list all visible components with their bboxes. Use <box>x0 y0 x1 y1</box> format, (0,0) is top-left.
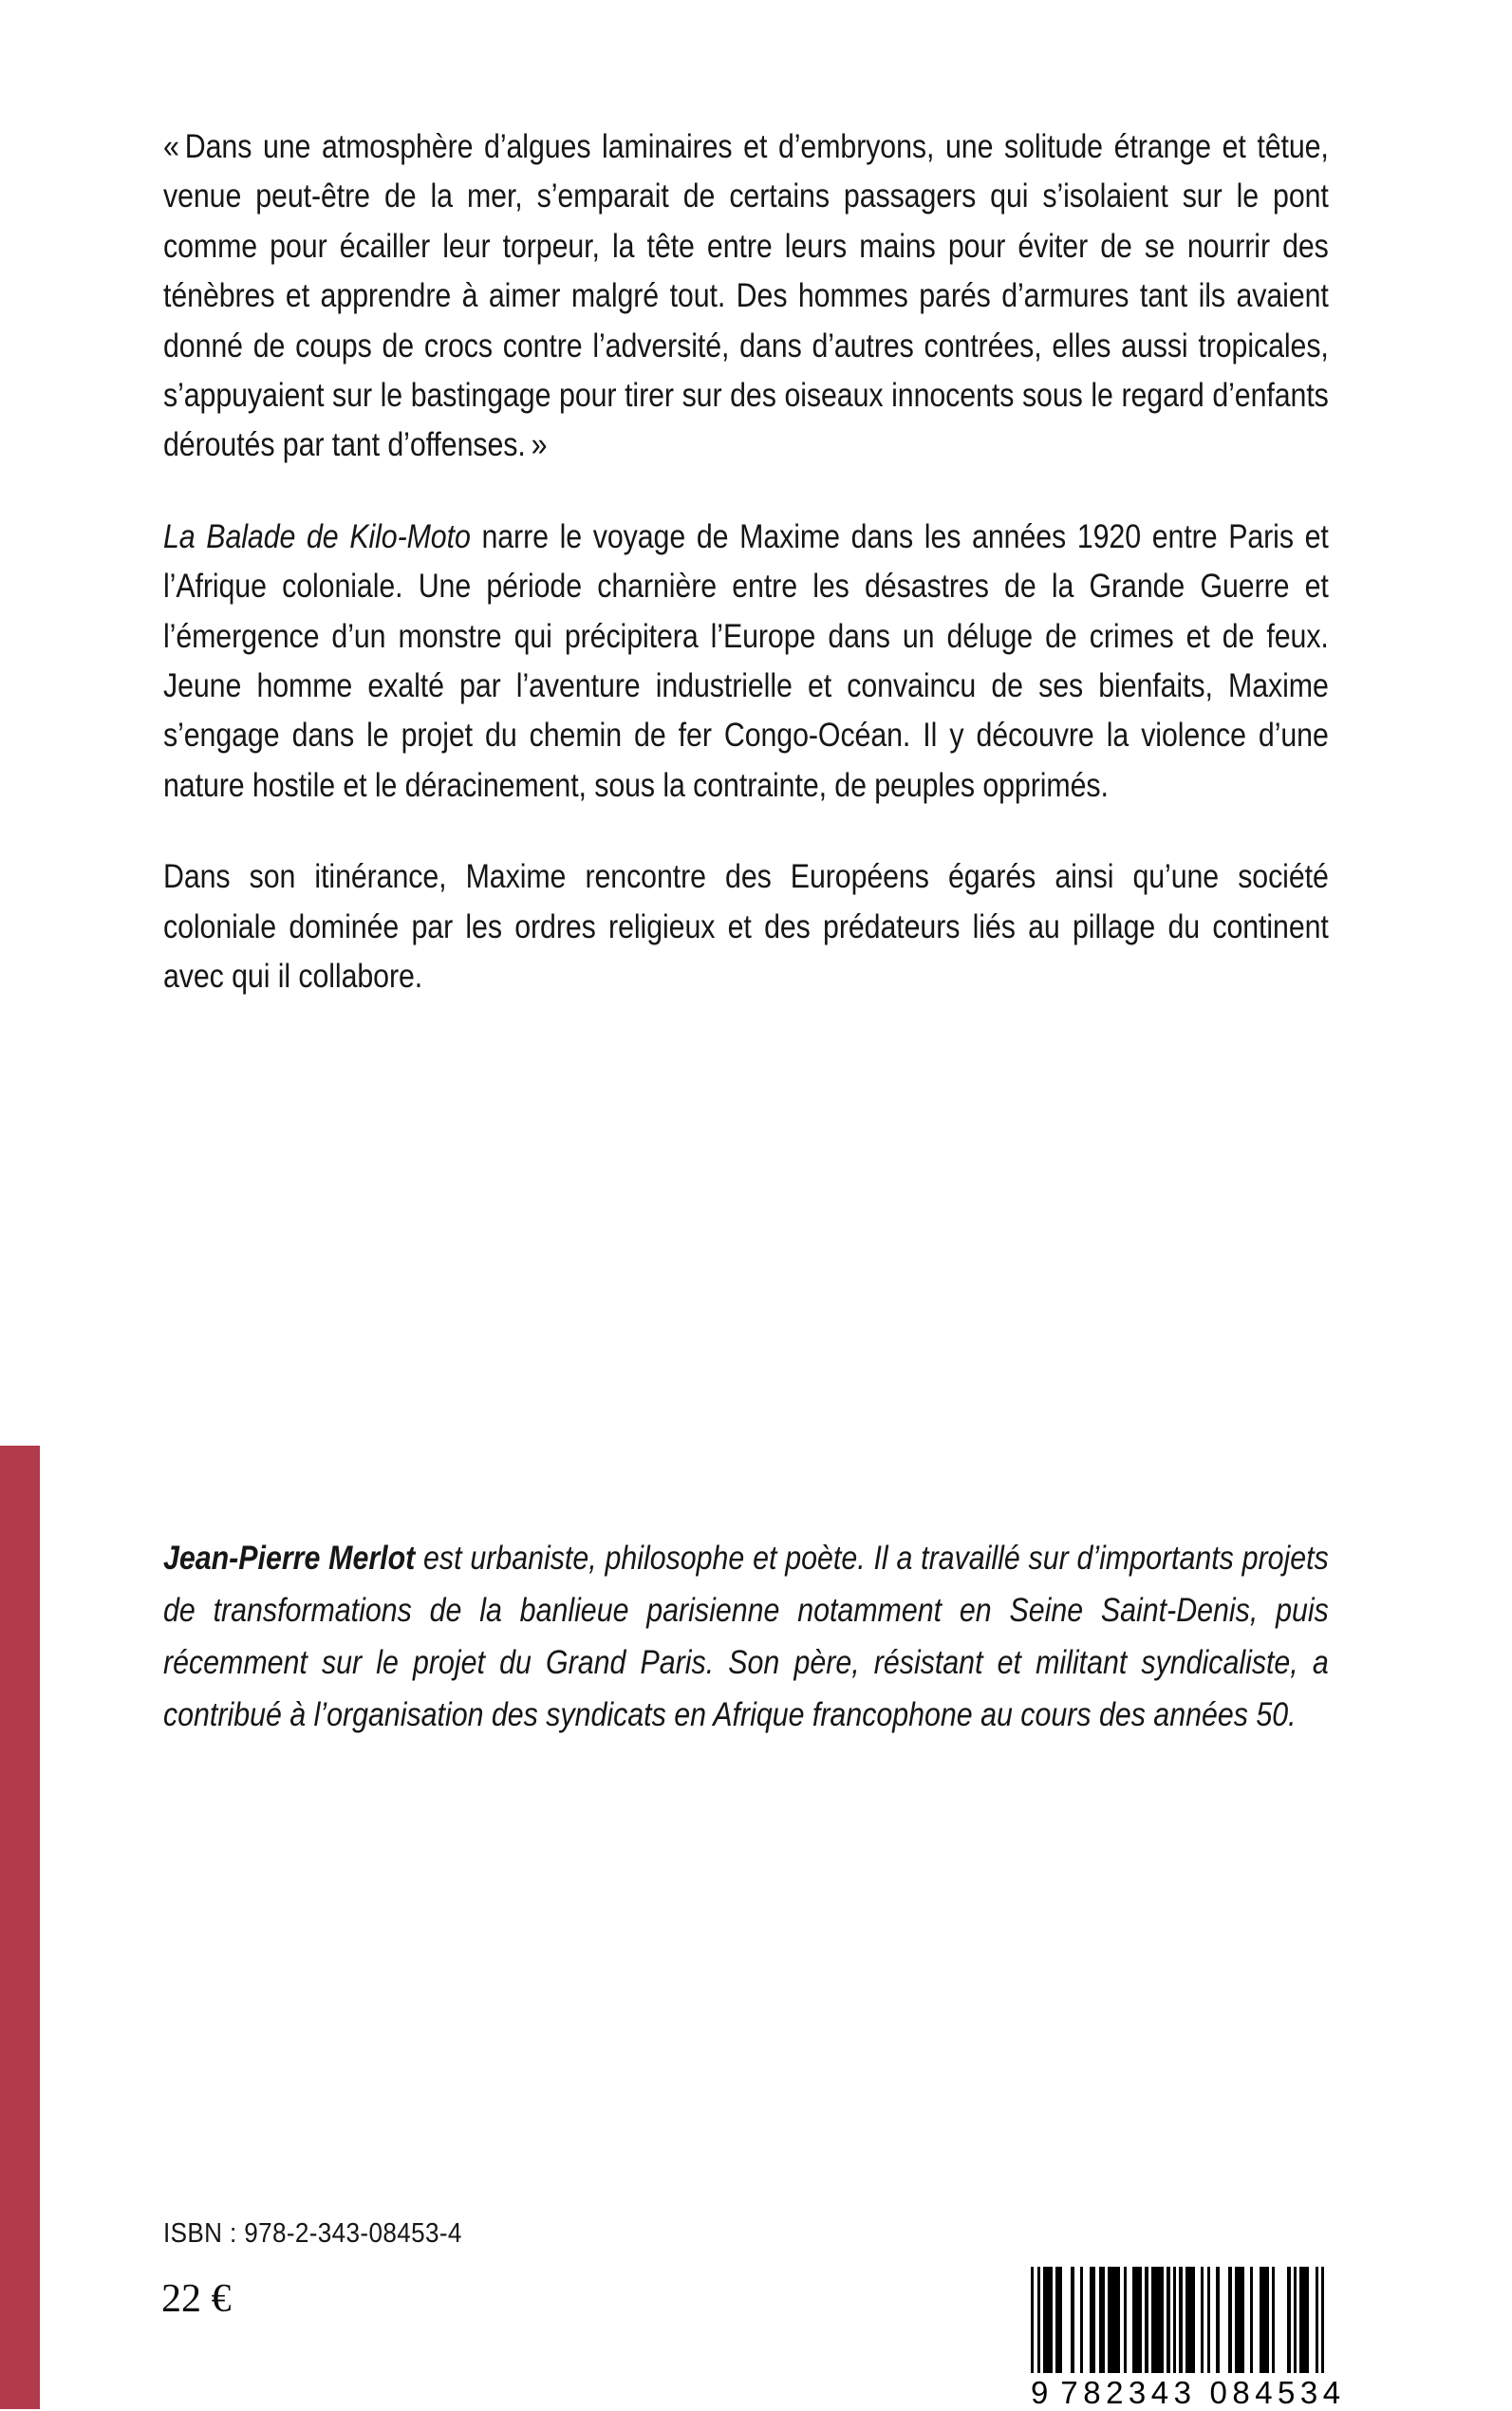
barcode-digits <box>1031 2375 1346 2411</box>
barcode-bars <box>1031 2267 1325 2373</box>
barcode <box>1031 2267 1346 2411</box>
quote-paragraph: « Dans une atmosphère d’algues laminaires et d’embryons, une solitude étrange et têtue, venue peut-être de la mer, s’emparait de certains passagers qui s’isolaient sur le pont comme pour écailler leur torpeur, la tête entre leurs mains pour éviter de se nourrir des ténèbres et apprendre à aimer malgré tout. Des hommes parés d’armures tant ils avaient donné de coups de crocs contre l’adversité, dans d’autres contrées, elles aussi tropicales, s’appuyaient sur le bastingage pour tirer sur des oiseaux innocents sous le regard d’enfants déroutés par tant d’offenses. » <box>163 127 1329 464</box>
book-title: La Balade de Kilo-Moto <box>163 516 471 555</box>
synopsis-paragraph-two: Dans son itinérance, Maxime rencontre des Européens égarés ainsi qu’une société coloniale dominée par les ordres religieux et des prédateurs liés au pillage du continent avec qui il collabore. <box>163 857 1329 996</box>
barcode-left-group: 782343 <box>1060 2375 1197 2410</box>
author-block <box>163 1532 1329 1741</box>
author-bio-text: est urbaniste, philosophe et poète. Il a travaillé sur d’importants projets de transformations de la banlieue parisienne notamment en Seine Saint-Denis, puis récemment sur le projet du Grand Paris. Son père, résistant et militant syndicaliste, a contribué à l’organisation des syndicats en Afrique francophone au cours des années 50. <box>163 1539 1329 1733</box>
synopsis-text: narre le voyage de Maxime dans les années 1920 entre Paris et l’Afrique coloniale. Une période charnière entre les désastres de la Grande Guerre et l’émergence d’un monstre qui précipitera l’Europe dans un déluge de crimes et de feux. Jeune homme exalté par l’aventure industrielle et convaincu de ses bienfaits, Maxime s’engage dans le projet du chemin de fer Congo-Océan. Il y découvre la violence d’une nature hostile et le déracinement, sous la contrainte, de peuples opprimés. <box>163 516 1329 804</box>
barcode-right-group: 084534 <box>1209 2375 1346 2410</box>
barcode-lead-digit: 9 <box>1031 2375 1050 2410</box>
synopsis-paragraph <box>163 512 1329 810</box>
accent-bar <box>0 1446 40 2409</box>
author-name: Jean-Pierre Merlot <box>163 1539 416 1577</box>
author-bio-paragraph <box>163 1532 1329 1741</box>
isbn-text: ISBN : 978-2-343-08453-4 <box>163 2218 462 2249</box>
blurb-column <box>163 121 1329 1001</box>
price-text: 22 € <box>161 2277 232 2321</box>
